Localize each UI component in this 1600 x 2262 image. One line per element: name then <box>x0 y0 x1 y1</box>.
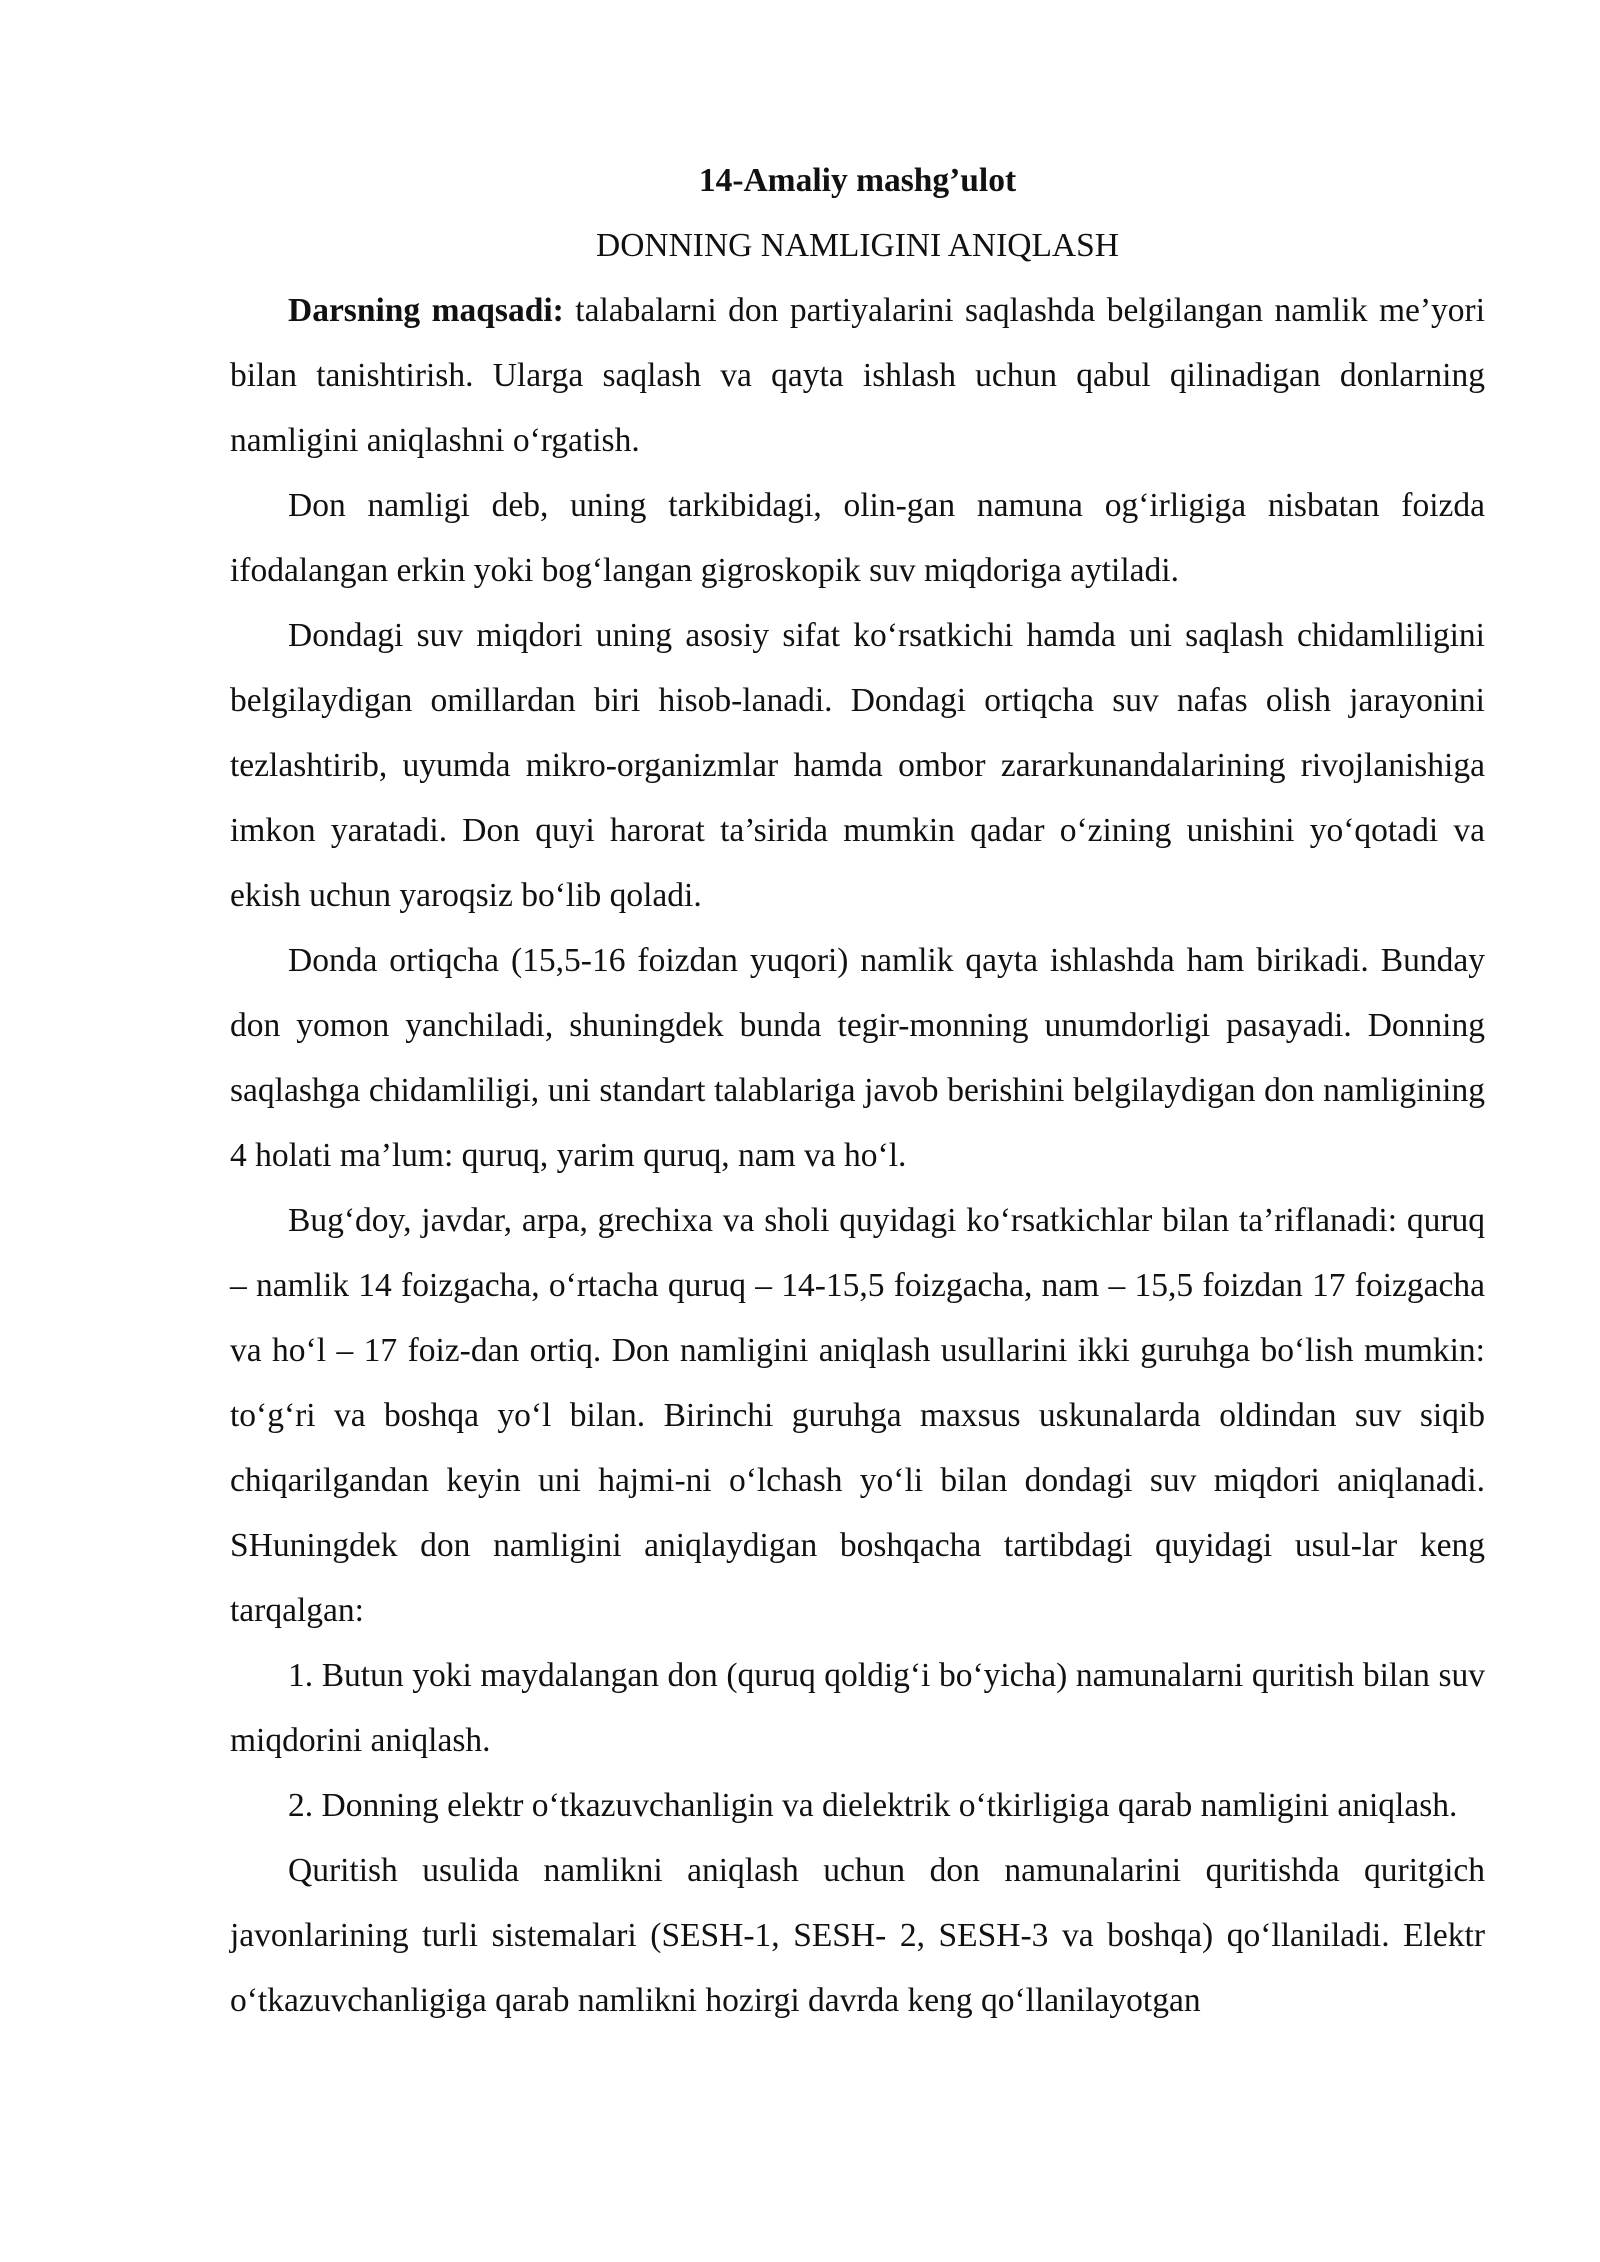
document-heading: DONNING NAMLIGINI ANIQLASH <box>596 227 1119 264</box>
document-page <box>230 148 1485 2033</box>
list-item-method-2: 2. Donning elektr o‘tkazuvchanligin va dielektrik o‘tkirligiga qarab namligini aniqlash. <box>288 1787 1458 1824</box>
goal-label: Darsning maqsadi: <box>288 292 564 329</box>
paragraph-definition: Don namligi deb, uning tarkibidagi, olin-gan namuna og‘irligiga nisbatan foizda ifodalangan erkin yoki bog‘langan gigroskopik suv miqdoriga aytiladi. <box>230 487 1485 589</box>
goal-paragraph <box>230 278 1485 473</box>
paragraph-water-content: Dondagi suv miqdori uning asosiy sifat ko‘rsatkichi hamda uni saqlash chidamliligini belgilaydigan omillardan biri hisob-lanadi. Dondagi ortiqcha suv nafas olish jarayonini tezlashtirib, uyumda mikro-organizmlar hamda ombor zararkunandalarining rivojlanishiga imkon yaratadi. Don quyi harorat ta’sirida mumkin qadar o‘zining unishini yo‘qotadi va ekish uchun yaroqsiz bo‘lib qoladi. <box>230 617 1485 914</box>
paragraph-excess-moisture: Donda ortiqcha (15,5-16 foizdan yuqori) namlik qayta ishlashda ham birikadi. Bunday don yomon yanchiladi, shuningdek bunda tegir-monning unumdorligi pasayadi. Donning saqlashga chidamliligi, uni standart talablariga javob berishini belgilaydigan don namligining 4 holati ma’lum: quruq, yarim quruq, nam va ho‘l. <box>230 942 1485 1174</box>
paragraph-drying-method: Quritish usulida namlikni aniqlash uchun don namunalarini quritishda quritgich javonlarining turli sistemalari (SESH-1, SESH- 2, SESH-3 va boshqa) qo‘llaniladi. Elektr o‘tkazuvchanligiga qarab namlikni hozirgi davrda keng qo‘llanilayotgan <box>230 1852 1485 2019</box>
list-item-method-1: 1. Butun yoki maydalangan don (quruq qoldig‘i bo‘yicha) namunalarni quritish bilan suv miqdorini aniqlash. <box>230 1657 1485 1759</box>
goal-text: talabalarni don partiyalarini saqlashda belgilangan namlik me’yori bilan tanishtirish. Ularga saqlash va qayta ishlash uchun qabul qilinadigan donlarning namligini aniqlashni o‘rgatish. <box>230 292 1485 459</box>
document-title: 14-Amaliy mashg’ulot <box>698 162 1017 199</box>
paragraph-grain-classes: Bug‘doy, javdar, arpa, grechixa va sholi quyidagi ko‘rsatkichlar bilan ta’riflanadi: quruq – namlik 14 foizgacha, o‘rtacha quruq – 14-15,5 foizgacha, nam – 15,5 foizdan 17 foizgacha va ho‘l – 17 foiz-dan ortiq. Don namligini aniqlash usullarini ikki guruhga bo‘lish mumkin: to‘g‘ri va boshqa yo‘l bilan. Birinchi guruhga maxsus uskunalarda oldindan suv siqib chiqarilgandan keyin uni hajmi-ni o‘lchash yo‘li bilan dondagi suv miqdori aniqlanadi. SHuningdek don namligini aniqlaydigan boshqacha tartibdagi quyidagi usul-lar keng tarqalgan: <box>230 1202 1485 1629</box>
